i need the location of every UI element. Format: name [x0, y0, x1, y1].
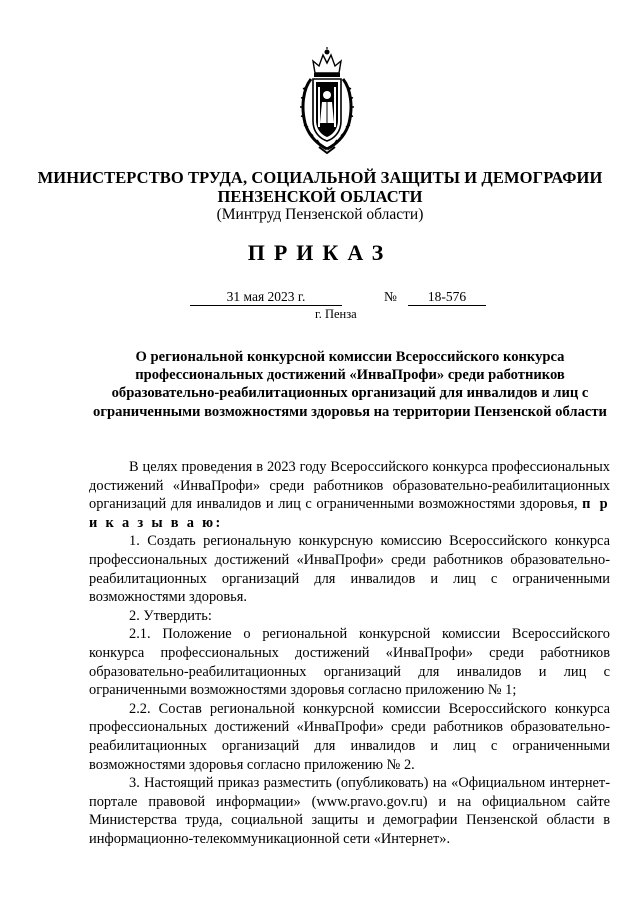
order-body	[89, 458, 610, 848]
order-title: О региональной конкурсной комиссии Всероссийского конкурса профессиональных достижений «ИнваПрофи» среди работников образовательно-реабилитационных организаций для инвалидов и лиц с ограниченными возможностями здоровья на территории Пензенской области	[93, 349, 607, 420]
ministry-short-name: (Минтруд Пензенской области)	[216, 206, 424, 223]
order-city: г. Пенза	[315, 307, 357, 321]
order-number: 18-576	[408, 289, 486, 306]
ministry-name-line2: ПЕНЗЕНСКОЙ ОБЛАСТИ	[217, 187, 423, 206]
penza-coat-of-arms-icon	[297, 47, 357, 155]
clause-2-2: 2.2. Состав региональной конкурсной комиссии Всероссийского конкурса профессиональных достижений «ИнваПрофи» среди работников образовательно-реабилитационных организаций для инвалидов и лиц с ограниченными возможностями здоровья согласно приложению № 2.	[89, 700, 610, 773]
clause-3: 3. Настоящий приказ разместить (опубликовать) на «Официальном интернет-портале правовой информации» (www.pravo.gov.ru) и на официальном сайте Министерства труда, социальной защиты и демографии Пензенской области в информационно-телекоммуникационной сети «Интернет».	[89, 775, 610, 847]
clause-2: 2. Утвердить:	[129, 607, 212, 624]
order-date: 31 мая 2023 г.	[190, 289, 342, 306]
clause-1: 1. Создать региональную конкурсную комиссию Всероссийского конкурса профессиональных достижений «ИнваПрофи» среди работников образовательно-реабилитационных организаций для инвалидов и лиц с ограниченными возможностями здоровья.	[89, 533, 610, 606]
ministry-name-line1: МИНИСТЕРСТВО ТРУДА, СОЦИАЛЬНОЙ ЗАЩИТЫ И ДЕМОГРАФИИ	[37, 168, 603, 187]
document-type-heading: ПРИКАЗ	[247, 240, 393, 265]
clause-2-1: 2.1. Положение о региональной конкурсной комиссии Всероссийского конкурса профессиональных достижений «ИнваПрофи» среди работников образовательно-реабилитационных организаций для инвалидов и лиц с ограниченными возможностями здоровья согласно приложению № 1;	[89, 626, 610, 699]
number-sign: №	[384, 289, 397, 304]
order-word: п р и к а з ы в а ю:	[89, 496, 610, 531]
preamble-paragraph	[89, 458, 610, 532]
preamble-text: В целях проведения в 2023 году Всероссийского конкурса профессиональных достижений «ИнваПрофи» среди работников образовательно-реабилитационных организаций для инвалидов и лиц с ограниченными возможностями здоровья,	[89, 459, 610, 513]
